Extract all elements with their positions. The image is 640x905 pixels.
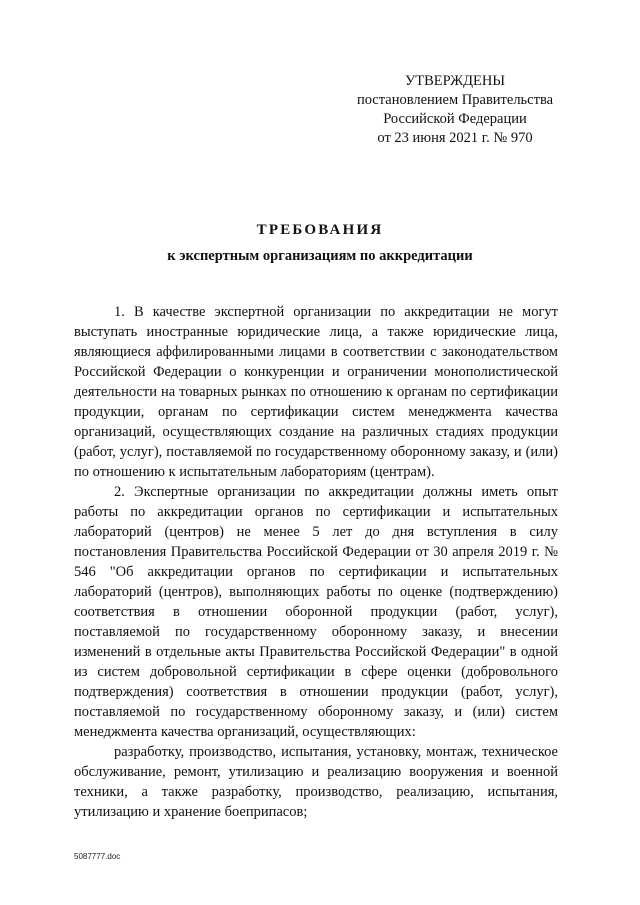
file-name-footer: 5087777.doc — [74, 852, 121, 861]
document-title: ТРЕБОВАНИЯ — [256, 222, 384, 238]
paragraph-3: разработку, производство, испытания, установку, монтаж, техническое обслуживание, ремонт, утилизацию и реализацию вооружения и военной техники, а также разработку, производство, реализацию, испытания, утилизацию и хранение боеприпасов; — [74, 744, 558, 820]
paragraph-2: 2. Экспертные организации по аккредитации должны иметь опыт работы по аккредитации органов по сертификации и испытательных лабораторий (центров) не менее 5 лет до дня вступления в силу постановления Правительства Российской Федерации от 30 апреля 2019 г. № 546 "Об аккредитации органов по сертификации и испытательных лабораторий (центров), выполняющих работы по оценке (подтверждению) соответствия в отношении оборонной продукции (работ, услуг), поставляемой по государственному оборонному заказу, и внесении изменений в отдельные акты Правительства Российской Федерации" в одной из систем добровольной сертификации в сфере оценки (добровольного подтверждения) соответствия в отношении продукции (работ, услуг), поставляемой по государственному оборонному заказу, и (или) систем менеджмента качества организаций, осуществляющих: — [74, 484, 558, 740]
approval-heading: УТВЕРЖДЕНЫ — [404, 73, 506, 89]
approval-block — [340, 72, 570, 148]
paragraph-1: 1. В качестве экспертной организации по аккредитации не могут выступать иностранные юридические лица, а также юридические лица, являющиеся аффилированными лицами в соответствии с законодательством Российской Федерации о конкуренции и ограничении монополистической деятельности на товарных рынках по отношению к органам по сертификации продукции, органам по сертификации систем менеджмента качества организаций, осуществляющих создание на различных стадиях продукции (работ, услуг), поставляемой по государственному оборонному заказу, и (или) по отношению к испытательным лабораториям (центрам). — [74, 304, 558, 480]
approval-line: Российской Федерации — [383, 111, 527, 127]
approval-line: постановлением Правительства — [356, 92, 554, 108]
document-body — [74, 302, 558, 822]
document-subtitle: к экспертным организациям по аккредитации — [167, 248, 473, 264]
approval-date-number: от 23 июня 2021 г. № 970 — [377, 130, 533, 146]
